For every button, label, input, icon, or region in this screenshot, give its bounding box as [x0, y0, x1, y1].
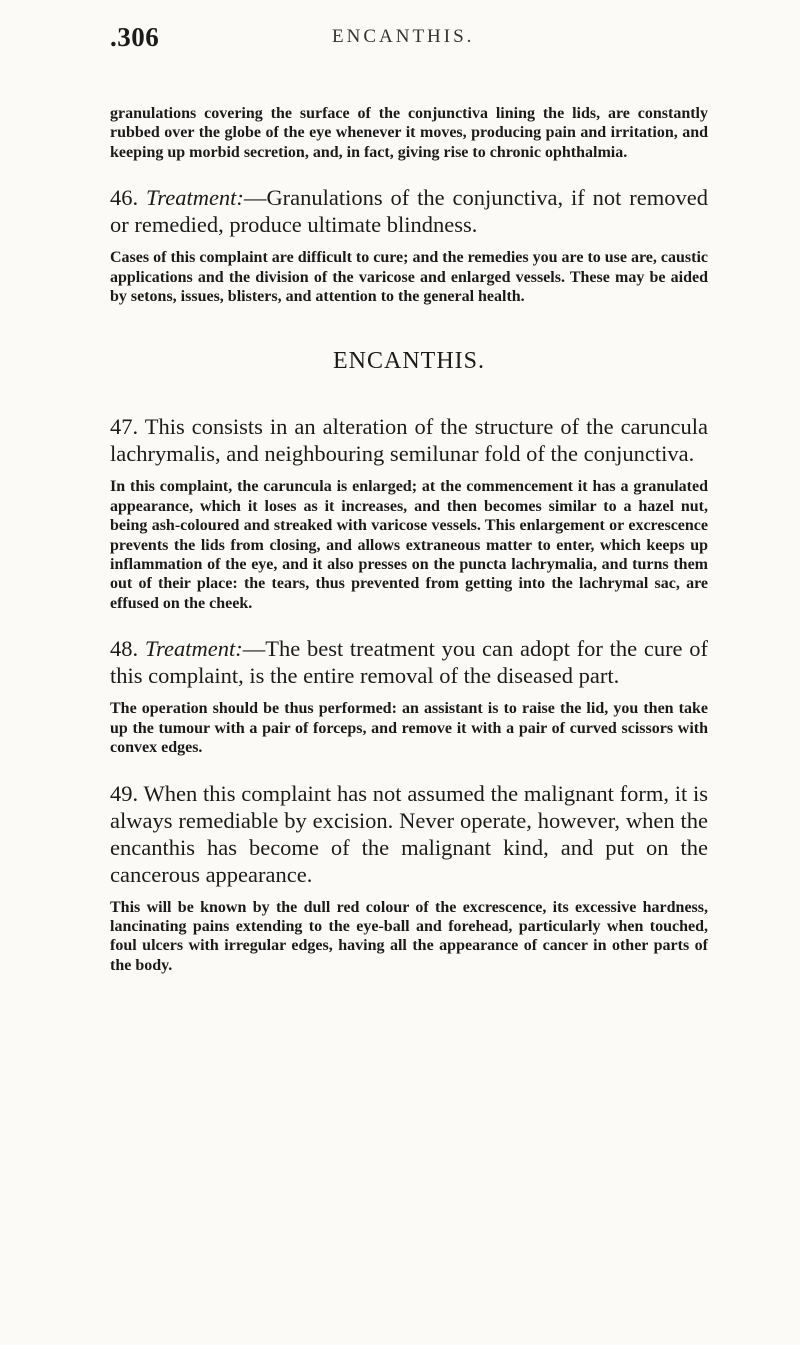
paragraph-number: 46. [110, 185, 139, 211]
treatment-label: Treatment: [144, 636, 243, 662]
paragraph-text: —The best treatment you can adopt for the cure of this complaint, is the entire removal of the diseased part. [110, 636, 709, 689]
paragraph-47 [110, 413, 708, 467]
section-title: ENCANTHIS. [333, 348, 485, 375]
paragraph-text: —Granulations of the conjunctiva, if not removed or remedied, produce ultimate blindness. [110, 185, 708, 238]
paragraph-46 [110, 184, 708, 238]
treatment-label: Treatment: [146, 185, 244, 211]
paragraph-49 [110, 780, 708, 888]
paragraph-48 [110, 635, 708, 689]
paragraph-number: 49. [110, 780, 139, 806]
paragraph-number: 47. [110, 414, 139, 440]
page-header [110, 22, 710, 62]
running-head: ENCANTHIS. [332, 26, 475, 47]
paragraph-text: When this complaint has not assumed the malignant form, it is always remediable by excision. Never operate, however, when the encanthis has become of the malignant kind, and put on the cancerous appearance. [110, 780, 709, 887]
paragraph-46-note: Cases of this complaint are difficult to cure; and the remedies you are to use are, caustic applications and the division of the varicose and enlarged vessels. These may be aided by setons, issues, blisters, and attention to the general health. [110, 249, 709, 306]
paragraph-48-note: The operation should be thus performed: an assistant is to raise the lid, you then take up the tumour with a pair of forceps, and remove it with a pair of curved scissors with convex edges. [110, 700, 708, 757]
page-body [110, 104, 708, 975]
paragraph-text: This consists in an alteration of the structure of the caruncula lachrymalis, and neighbouring semilunar fold of the conjunctiva. [110, 414, 709, 467]
paragraph-number: 48. [110, 636, 139, 662]
paragraph-49-note: This will be known by the dull red colour of the excrescence, its excessive hardness, lancinating pains extending to the eye-ball and forehead, particularly when touched, foul ulcers with irregular edges, having all the appearance of cancer in other parts of the body. [110, 898, 708, 974]
paragraph-continuation: granulations covering the surface of the conjunctiva lining the lids, are constantly rubbed over the globe of the eye whenever it moves, producing pain and irritation, and keeping up morbid secretion, and, in fact, giving rise to chronic ophthalmia. [110, 105, 708, 161]
page-number: .306 [110, 22, 160, 52]
paragraph-47-note: In this complaint, the caruncula is enlarged; at the commencement it has a granulated appearance, which it loses as it increases, and then becomes similar to a hazel nut, being ash-coloured and streaked with varicose vessels. This enlargement or excrescence prevents the lids from closing, and allows extraneous matter to enter, which keeps up inflammation of the eye, and it also presses on the puncta lachrymalia, and turns them out of their place: the tears, thus prevented from getting into the lachrymal sac, are effused on the cheek. [110, 478, 708, 612]
